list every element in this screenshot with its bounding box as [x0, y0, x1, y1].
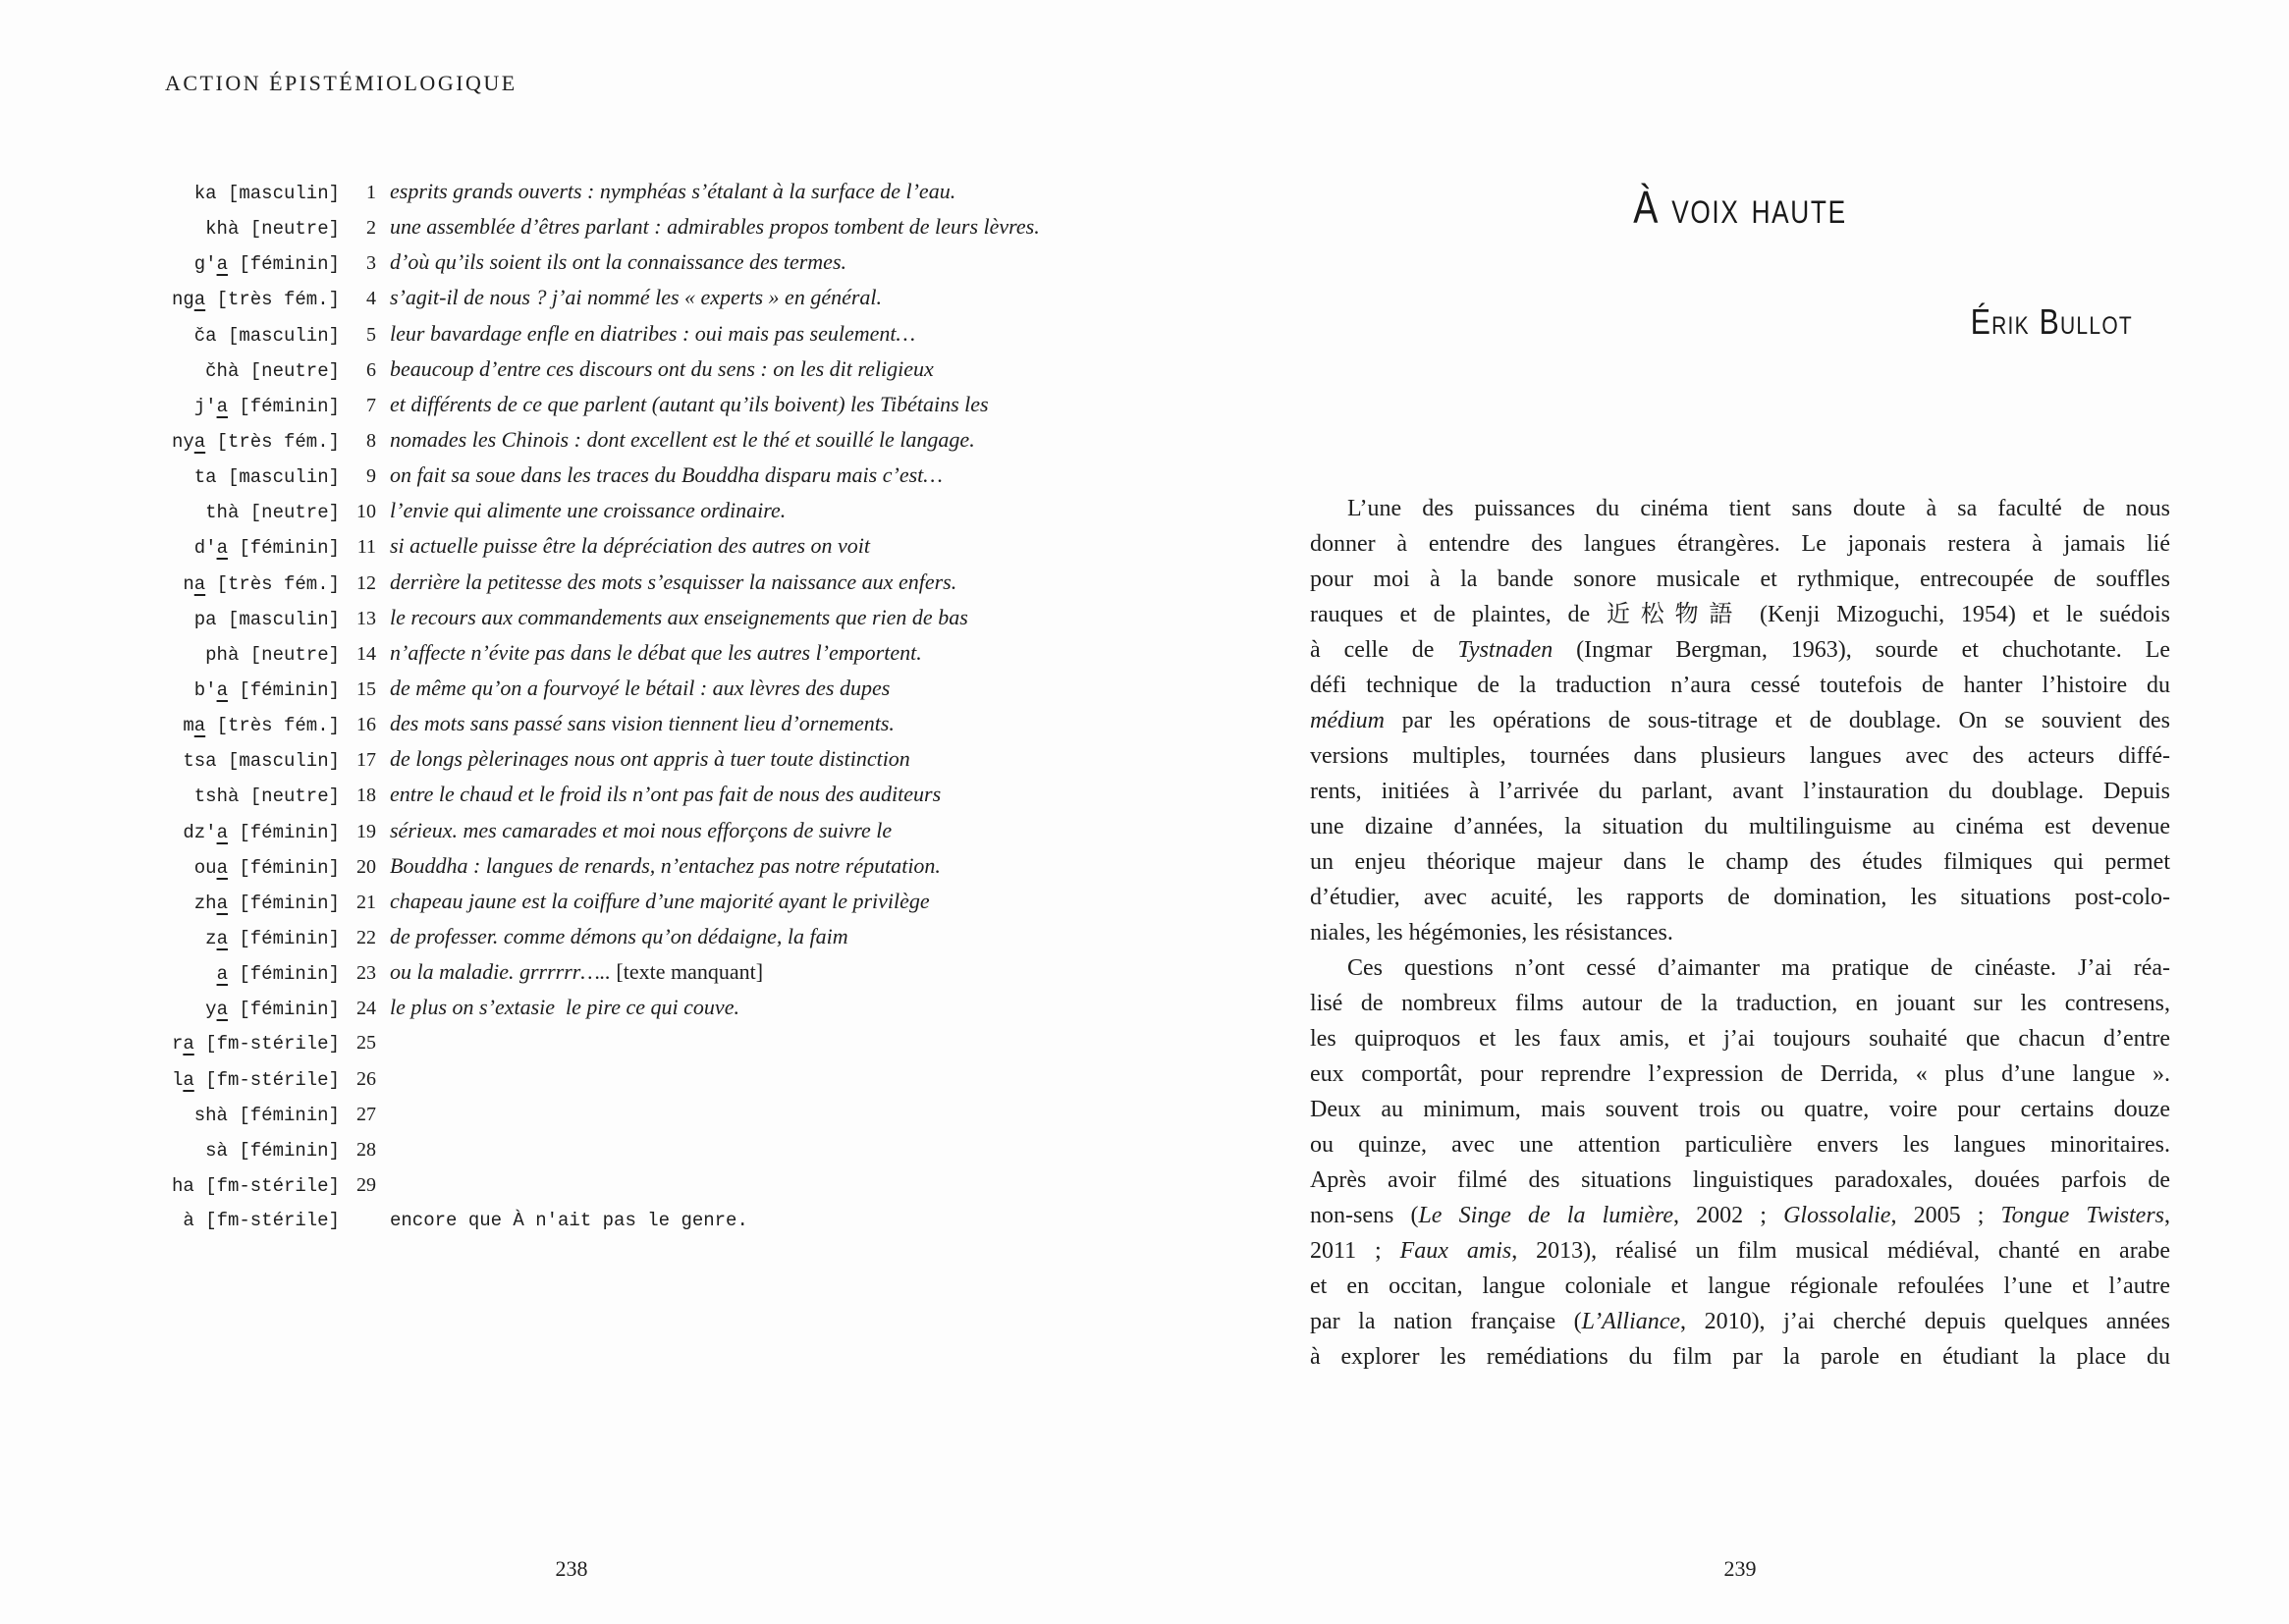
glossary-row — [137, 1132, 1139, 1167]
text-line — [1310, 880, 2170, 915]
glossary-row — [137, 1203, 1139, 1238]
text-segment: pour moi à la bande sonore musicale et rythmique, entrecoupée de souffles — [1310, 567, 2170, 592]
text-segment: donner à entendre des langues étrangères. Le japonais restera à jamais lié — [1310, 531, 2170, 557]
glossary-row — [137, 352, 1139, 387]
syllable-gender-cell: nya [très fém.] — [171, 430, 340, 453]
glossary-row — [137, 884, 1139, 919]
syllable-gender-cell: ča [masculin] — [193, 324, 340, 347]
text-line — [1310, 844, 2170, 880]
verse-text-cell — [390, 316, 915, 352]
glossary-row — [137, 1167, 1139, 1203]
syllable-gender-cell: tshà [neutre] — [193, 785, 340, 808]
text-segment: , 2010), j’ai cherché depuis quelques années — [1680, 1309, 2171, 1334]
glossary-row — [137, 493, 1139, 528]
line-number-cell: 18 — [356, 785, 376, 807]
text-line — [1310, 774, 2170, 809]
verse-text-cell — [390, 741, 910, 777]
line-number-cell: 5 — [366, 323, 376, 346]
glossary-row — [137, 174, 1139, 209]
text-line — [1310, 1056, 2170, 1092]
text-segment: , 2002 ; — [1673, 1203, 1784, 1228]
glossary-row — [137, 777, 1139, 812]
line-number-cell: 15 — [356, 677, 376, 700]
text-line — [1310, 562, 2170, 597]
verse-text-cell — [390, 244, 846, 280]
underlined-vowel: a — [216, 999, 228, 1021]
line-number-cell: 2 — [366, 217, 376, 240]
verse-text-cell — [390, 458, 943, 493]
text-segment: (Ingmar Bergman, 1963), sourde et chuchotante. Le — [1553, 637, 2171, 663]
italic-title-segment: Tystnaden — [1457, 637, 1553, 663]
line-number-cell: 16 — [356, 714, 376, 736]
italic-title-segment: médium — [1310, 708, 1385, 733]
italic-segment: leur bavardage enfle en diatribes : oui mais pas seulement… — [390, 320, 916, 346]
italic-segment: de longs pèlerinages nous ont appris à tuer toute distinction — [390, 746, 910, 772]
italic-segment: si actuelle puisse être la dépréciation des autres on voit — [390, 533, 870, 559]
text-segment: d’étudier, avec acuité, les rapports de domination, les situations post-colo- — [1310, 885, 2170, 910]
text-segment: rents, initiées à l’arrivée du parlant, avant l’instauration du doublage. Depuis — [1310, 779, 2170, 804]
glossary-row — [137, 528, 1139, 564]
italic-title-segment: Faux amis — [1399, 1238, 1512, 1264]
text-line — [1310, 986, 2170, 1021]
text-line — [1310, 1163, 2170, 1198]
italic-title-segment: Le Singe de la lumière — [1418, 1203, 1674, 1228]
line-number-cell: 26 — [356, 1067, 376, 1090]
verse-text-cell — [390, 493, 786, 528]
syllable-gender-cell: čhà [neutre] — [205, 359, 340, 382]
text-line — [1310, 632, 2170, 668]
glossary-row — [137, 209, 1139, 244]
text-segment: eux comportât, pour reprendre l’expression de Derrida, « plus d’une langue ». — [1310, 1061, 2170, 1087]
italic-segment: l’envie qui alimente une croissance ordinaire. — [390, 498, 787, 523]
page-number-right: 239 — [1723, 1556, 1757, 1581]
underlined-vowel: a — [193, 289, 206, 311]
text-line — [1310, 597, 2170, 632]
text-line — [1310, 738, 2170, 774]
text-segment: , 2005 ; — [1890, 1203, 2001, 1228]
underlined-vowel: a — [216, 927, 228, 949]
verse-text-cell: encore que À n'ait pas le genre. — [390, 1210, 748, 1232]
syllable-gender-cell: ya [féminin] — [205, 999, 340, 1021]
italic-title-segment: L’Alliance — [1581, 1309, 1681, 1334]
underlined-vowel: a — [216, 253, 228, 276]
syllable-gender-cell: ta [masculin] — [193, 466, 340, 489]
syllable-gender-cell: shà [féminin] — [193, 1104, 340, 1126]
roman-segment: [texte manquant] — [616, 959, 764, 985]
syllable-gender-cell: dz'a [féminin] — [183, 821, 340, 843]
text-segment: non-sens ( — [1310, 1203, 1419, 1228]
text-segment: Deux au minimum, mais souvent trois ou quatre, voire pour certains douze — [1310, 1097, 2170, 1122]
underlined-vowel: a — [216, 856, 228, 879]
italic-segment: ou la maladie. grrrrrr….. — [390, 959, 617, 985]
text-line — [1310, 809, 2170, 844]
glossary-row — [137, 848, 1139, 884]
text-segment: ou quinze, avec une attention particulière envers les langues minoritaires. — [1310, 1132, 2170, 1158]
line-number-cell: 1 — [366, 182, 376, 203]
glossary-row — [137, 741, 1139, 777]
syllable-gender-cell: phà [neutre] — [205, 643, 340, 666]
text-segment: défi technique de la traduction n’aura cessé toutefois de hanter l’histoire du — [1310, 673, 2170, 698]
text-line — [1310, 526, 2170, 562]
glossary-row — [137, 316, 1139, 352]
syllable-gender-cell: ra [fm-stérile] — [171, 1033, 340, 1056]
glossary-row — [137, 1025, 1139, 1060]
line-number-cell: 22 — [356, 926, 376, 948]
italic-segment: entre le chaud et le froid ils n’ont pas fait de nous des auditeurs — [390, 782, 942, 807]
syllable-gender-cell: khà [neutre] — [205, 218, 340, 241]
verse-text-cell — [390, 671, 890, 706]
verse-text-cell — [390, 600, 968, 635]
glossary-row — [137, 919, 1139, 954]
glossary-row — [137, 1061, 1139, 1097]
text-segment: et en occitan, langue coloniale et langue régionale refoulées l’une et l’autre — [1310, 1273, 2170, 1299]
syllable-gender-cell: nga [très fém.] — [171, 289, 340, 311]
line-number-cell: 10 — [356, 501, 376, 523]
italic-segment: n’affecte n’évite pas dans le débat que les autres l’emportent. — [390, 639, 922, 665]
chapter-title: À voix haute — [1633, 182, 1847, 233]
underlined-vowel: a — [216, 395, 228, 417]
text-segment: les quiproquos et les faux amis, et j’ai toujours souhaité que chacun d’entre — [1310, 1026, 2170, 1052]
syllable-gender-cell: tsa [masculin] — [183, 750, 340, 773]
text-segment: à explorer les remédiations du film par la parole en étudiant la place du — [1310, 1344, 2170, 1370]
verse-text-cell — [390, 174, 955, 209]
line-number-cell: 29 — [356, 1173, 376, 1196]
text-segment: 2011 ; — [1310, 1238, 1400, 1264]
glossary-row — [137, 1097, 1139, 1132]
text-segment: versions multiples, tournées dans plusieurs langues avec des acteurs diffé- — [1310, 743, 2170, 769]
underlined-vowel: a — [216, 892, 228, 914]
glossary-row — [137, 600, 1139, 635]
line-number-cell: 27 — [356, 1103, 376, 1125]
syllable-gender-cell: ka [masculin] — [193, 183, 340, 204]
syllable-gender-cell: b'a [féminin] — [193, 678, 340, 701]
italic-segment: le recours aux commandements aux enseignements que rien de bas — [390, 604, 968, 629]
verse-text-cell — [390, 848, 941, 884]
underlined-vowel: a — [216, 821, 228, 843]
italic-segment: on fait sa soue dans les traces du Bouddha disparu mais c’est… — [390, 462, 943, 488]
italic-segment: beaucoup d’entre ces discours ont du sens : on les dit religieux — [390, 355, 934, 381]
glossary-list — [137, 174, 1139, 1238]
glossary-row — [137, 280, 1139, 315]
text-line — [1310, 1127, 2170, 1163]
verse-text-cell — [390, 777, 941, 812]
chapter-author: Érik Bullot — [1970, 301, 2133, 342]
verse-text-cell — [390, 387, 989, 422]
syllable-gender-cell: za [féminin] — [205, 927, 340, 949]
text-segment: lisé de nombreux films autour de la traduction, en jouant sur les contresens, — [1310, 991, 2170, 1016]
italic-segment: une assemblée d’êtres parlant : admirables propos tombent de leurs lèvres. — [390, 214, 1040, 240]
italic-segment: le plus on s’extasie le pire ce qui couve. — [390, 995, 739, 1020]
text-segment: rauques et de plaintes, de 近松物語 (Kenji Mizoguchi, 1954) et le suédois — [1310, 602, 2170, 627]
line-number-cell: 7 — [366, 394, 376, 416]
glossary-row — [137, 387, 1139, 422]
verse-text-cell — [390, 209, 1040, 244]
text-line — [1310, 950, 2170, 986]
body-text — [1310, 491, 2170, 1375]
underlined-vowel: a — [193, 715, 206, 737]
syllable-gender-cell: la [fm-stérile] — [171, 1068, 340, 1091]
verse-text-cell — [390, 565, 956, 600]
line-number-cell: 20 — [356, 855, 376, 878]
line-number-cell: 14 — [356, 642, 376, 665]
verse-text-cell — [390, 884, 930, 919]
verse-text-cell — [390, 706, 895, 741]
text-line — [1310, 1198, 2170, 1233]
text-line — [1310, 668, 2170, 703]
underlined-vowel: a — [216, 963, 228, 986]
text-segment: , — [2164, 1203, 2171, 1228]
italic-segment: Bouddha : langues de renards, n’entachez pas notre réputation. — [390, 852, 941, 878]
underlined-vowel: a — [216, 678, 228, 701]
syllable-gender-cell: ma [très fém.] — [183, 715, 340, 737]
italic-segment: chapeau jaune est la coiffure d’une majorité ayant le privilège — [390, 888, 930, 913]
line-number-cell: 9 — [366, 465, 376, 488]
syllable-gender-cell: na [très fém.] — [183, 572, 340, 595]
syllable-gender-cell: a [féminin] — [216, 963, 340, 986]
text-line — [1310, 703, 2170, 738]
glossary-row — [137, 244, 1139, 280]
text-line — [1310, 915, 2170, 950]
line-number-cell: 25 — [356, 1032, 376, 1055]
glossary-row — [137, 671, 1139, 706]
line-number-cell: 21 — [356, 891, 376, 913]
syllable-gender-cell: à [fm-stérile] — [183, 1210, 340, 1232]
text-segment: une dizaine d’années, la situation du multilinguisme au cinéma est devenue — [1310, 814, 2170, 839]
glossary-row — [137, 954, 1139, 990]
syllable-gender-cell: ha [fm-stérile] — [171, 1174, 340, 1197]
verse-text-cell — [390, 635, 922, 671]
line-number-cell: 28 — [356, 1138, 376, 1161]
underlined-vowel: a — [193, 430, 206, 453]
verse-text-cell — [390, 422, 975, 458]
line-number-cell: 13 — [356, 607, 376, 629]
line-number-cell: 11 — [356, 536, 376, 559]
text-segment: par la nation française ( — [1310, 1309, 1582, 1334]
glossary-row — [137, 422, 1139, 458]
italic-segment: des mots sans passé sans vision tiennent lieu d’ornements. — [390, 711, 895, 736]
glossary-row — [137, 990, 1139, 1025]
text-line — [1310, 1269, 2170, 1304]
line-number-cell: 12 — [356, 571, 376, 594]
italic-segment: d’où qu’ils soient ils ont la connaissance des termes. — [390, 249, 847, 275]
line-number-cell: 3 — [366, 252, 376, 275]
line-number-cell: 17 — [356, 749, 376, 772]
line-number-cell: 24 — [356, 998, 376, 1020]
line-number-cell: 6 — [366, 358, 376, 381]
syllable-gender-cell: g'a [féminin] — [193, 253, 340, 276]
text-segment: un enjeu théorique majeur dans le champ des études filmiques qui permet — [1310, 849, 2170, 875]
syllable-gender-cell: j'a [féminin] — [193, 395, 340, 417]
italic-title-segment: Tongue Twisters — [2000, 1203, 2165, 1228]
italic-segment: derrière la petitesse des mots s’esquisser la naissance aux enfers. — [390, 568, 957, 594]
line-number-cell: 19 — [356, 820, 376, 842]
verse-text-cell — [390, 813, 892, 848]
text-segment: niales, les hégémonies, les résistances. — [1310, 920, 1673, 946]
verse-text-cell — [390, 528, 870, 564]
glossary-row — [137, 813, 1139, 848]
glossary-row — [137, 565, 1139, 600]
underlined-vowel: a — [193, 572, 206, 595]
text-segment: à celle de — [1310, 637, 1458, 663]
italic-segment: et différents de ce que parlent (autant qu’ils boivent) les Tibétains les — [390, 391, 989, 416]
verse-text-cell — [390, 990, 739, 1025]
syllable-gender-cell: sà [féminin] — [205, 1139, 340, 1162]
text-segment: par les opérations de sous-titrage et de doublage. On se souvient des — [1384, 708, 2170, 733]
syllable-gender-cell: oua [féminin] — [193, 856, 340, 879]
underlined-vowel: a — [183, 1033, 194, 1056]
paragraph — [1310, 950, 2170, 1375]
text-line — [1310, 1021, 2170, 1056]
syllable-gender-cell: d'a [féminin] — [193, 537, 340, 560]
text-line — [1310, 1092, 2170, 1127]
line-number-cell: 23 — [356, 962, 376, 985]
text-line — [1310, 1339, 2170, 1375]
text-line — [1310, 1304, 2170, 1339]
glossary-row — [137, 706, 1139, 741]
line-number-cell: 8 — [366, 429, 376, 452]
text-segment: , 2013), réalisé un film musical médiéval, chanté en arabe — [1511, 1238, 2170, 1264]
syllable-gender-cell: pa [masculin] — [193, 608, 340, 630]
italic-segment: sérieux. mes camarades et moi nous efforçons de suivre le — [390, 817, 893, 842]
paragraph — [1310, 491, 2170, 950]
italic-segment: nomades les Chinois : dont excellent est le thé et souillé le langage. — [390, 426, 975, 452]
italic-segment: esprits grands ouverts : nymphéas s’étalant à la surface de l’eau. — [390, 179, 956, 203]
verse-text-cell — [390, 280, 882, 315]
running-header: ACTION ÉPISTÉMIOLOGIQUE — [165, 71, 518, 95]
text-line — [1310, 1233, 2170, 1269]
syllable-gender-cell: zha [féminin] — [193, 892, 340, 914]
underlined-vowel: a — [216, 537, 228, 560]
text-line — [1310, 491, 2170, 526]
glossary-row — [137, 635, 1139, 671]
verse-text-cell — [390, 954, 763, 990]
text-segment: Après avoir filmé des situations linguistiques paradoxales, douées parfois de — [1310, 1167, 2170, 1193]
line-number-cell: 4 — [366, 288, 376, 310]
syllable-gender-cell: thà [neutre] — [205, 502, 340, 524]
text-segment: Ces questions n’ont cessé d’aimanter ma pratique de cinéaste. J’ai réa- — [1347, 955, 2170, 981]
underlined-vowel: a — [183, 1068, 194, 1091]
italic-title-segment: Glossolalie — [1783, 1203, 1891, 1228]
italic-segment: de professer. comme démons qu’on dédaigne, la faim — [390, 923, 848, 948]
glossary-row — [137, 458, 1139, 493]
text-segment: L’une des puissances du cinéma tient sans doute à sa faculté de nous — [1347, 496, 2170, 521]
page-number-left: 238 — [555, 1556, 588, 1581]
verse-text-cell — [390, 919, 848, 954]
italic-segment: de même qu’on a fourvoyé le bétail : aux lèvres des dupes — [390, 675, 891, 700]
verse-text-cell — [390, 352, 934, 387]
italic-segment: s’agit-il de nous ? j’ai nommé les « experts » en général. — [390, 285, 883, 310]
